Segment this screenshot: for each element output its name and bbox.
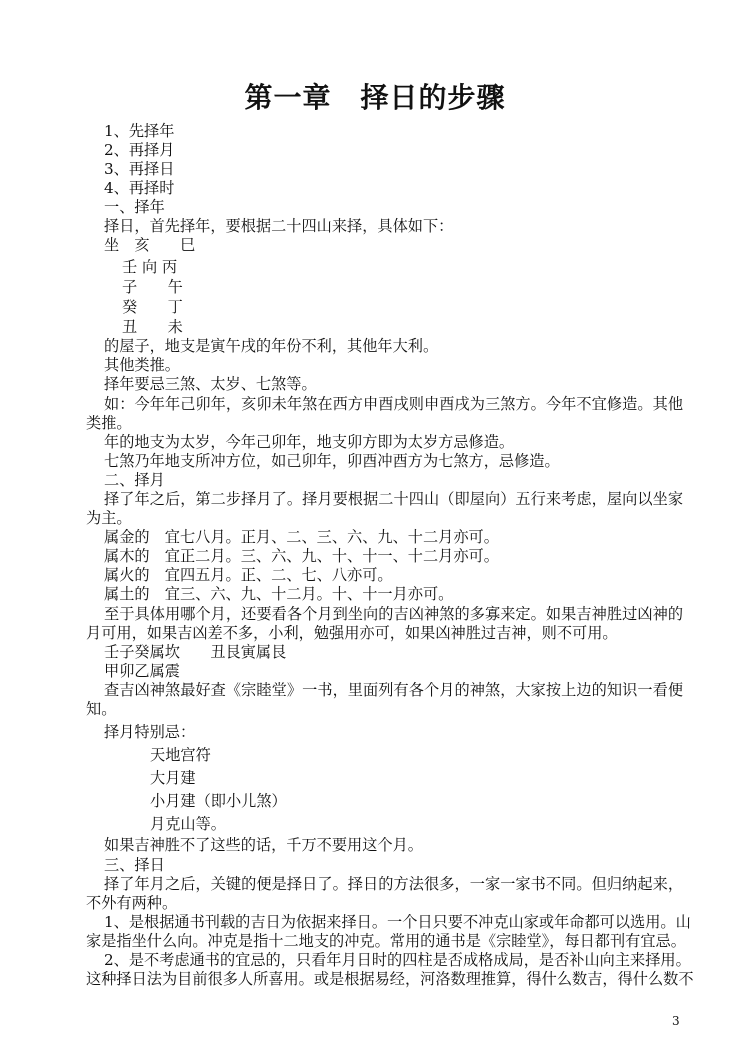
- paragraph-line: 查吉凶神煞最好查《宗睦堂》一书，里面列有各个月的神煞，大家按上边的知识一看便: [104, 681, 683, 699]
- paragraph-line: 如果吉神胜不了这些的话，千万不要用这个月。: [104, 836, 423, 854]
- paragraph-line: 年的地支为太岁，今年己卯年，地支卯方即为太岁方忌修造。: [104, 433, 515, 451]
- paragraph-line: 的屋子，地支是寅午戌的年份不利，其他年大利。: [104, 337, 439, 355]
- paragraph-line: 1、是根据通书刊载的吉日为依据来择日。一个日只要不冲克山家或年命都可以选用。山: [104, 913, 691, 931]
- paragraph-line: 择年要忌三煞、太岁、七煞等。: [104, 375, 317, 393]
- paragraph-line: 择了年之后，第二步择月了。择月要根据二十四山（即屋向）五行来考虑，屋向以坐家: [104, 490, 683, 508]
- paragraph-line: 不外有两种。: [86, 894, 178, 912]
- paragraph-line: 其他类推。: [104, 356, 180, 374]
- section-heading-month: 二、择月: [104, 471, 165, 489]
- paragraph-line: 月可用，如果吉凶差不多，小利，勉强用亦可，如果凶神胜过吉神，则不可用。: [86, 624, 618, 642]
- paragraph-line: 甲卯乙属震: [104, 662, 180, 680]
- paragraph-line: 七煞乃年地支所冲方位，如己卯年，卯酉冲酉方为七煞方，忌修造。: [104, 452, 560, 470]
- paragraph-line: 择月特别忌：: [104, 723, 196, 741]
- section-heading-year: 一、择年: [104, 198, 165, 216]
- paragraph-line: 择日，首先择年，要根据二十四山来择，具体如下：: [104, 217, 454, 235]
- orientation-row: 坐 亥 巳: [104, 236, 196, 254]
- element-rule-fire: 属火的 宜四五月。正、二、七、八亦可。: [104, 566, 393, 584]
- step-2: 2、再择月: [104, 141, 175, 159]
- step-4: 4、再择时: [104, 179, 175, 197]
- element-rule-metal: 属金的 宜七八月。正月、二、三、六、九、十二月亦可。: [104, 528, 499, 546]
- orientation-row: 壬 向 丙: [122, 258, 178, 276]
- element-rule-wood: 属木的 宜正二月。三、六、九、十、十一、十二月亦可。: [104, 547, 499, 565]
- step-1: 1、先择年: [104, 122, 175, 140]
- avoid-item: 月克山等。: [150, 815, 226, 833]
- paragraph-line: 为主。: [86, 509, 132, 527]
- avoid-item: 大月建: [150, 769, 196, 787]
- paragraph-line: 如：今年年己卯年，亥卯未年煞在西方申酉戌则申酉戌为三煞方。今年不宜修造。其他: [104, 395, 683, 413]
- chapter-title: 第一章 择日的步骤: [244, 81, 506, 114]
- page-number: 3: [672, 1014, 680, 1028]
- paragraph-line: 知。: [86, 700, 117, 718]
- paragraph-line: 2、是不考虑通书的宜忌的，只看年月日时的四柱是否成格成局，是否补山向主来择用。: [104, 951, 691, 969]
- section-heading-day: 三、择日: [104, 856, 165, 874]
- paragraph-line: 至于具体用哪个月，还要看各个月到坐向的吉凶神煞的多寡来定。如果吉神胜过凶神的: [104, 605, 683, 623]
- paragraph-line: 壬子癸属坎 丑艮寅属艮: [104, 643, 287, 661]
- avoid-item: 天地宫符: [150, 746, 211, 764]
- paragraph-line: 家是指坐什么向。冲克是指十二地支的冲克。常用的通书是《宗睦堂》，每日都刊有宜忌。: [86, 932, 686, 950]
- orientation-row: 子 午: [122, 278, 183, 296]
- paragraph-line: 这种择日法为目前很多人所喜用。或是根据易经，河洛数理推算，得什么数吉，得什么数不: [86, 970, 694, 988]
- element-rule-earth: 属土的 宜三、六、九、十二月。十、十一月亦可。: [104, 585, 454, 603]
- orientation-row: 癸 丁: [122, 298, 183, 316]
- step-3: 3、再择日: [104, 160, 175, 178]
- orientation-row: 丑 未: [122, 318, 183, 336]
- paragraph-line: 择了年月之后，关键的便是择日了。择日的方法很多，一家一家书不同。但归纳起来，: [104, 875, 683, 893]
- paragraph-line: 类推。: [86, 414, 132, 432]
- avoid-item: 小月建（即小儿煞）: [150, 792, 287, 810]
